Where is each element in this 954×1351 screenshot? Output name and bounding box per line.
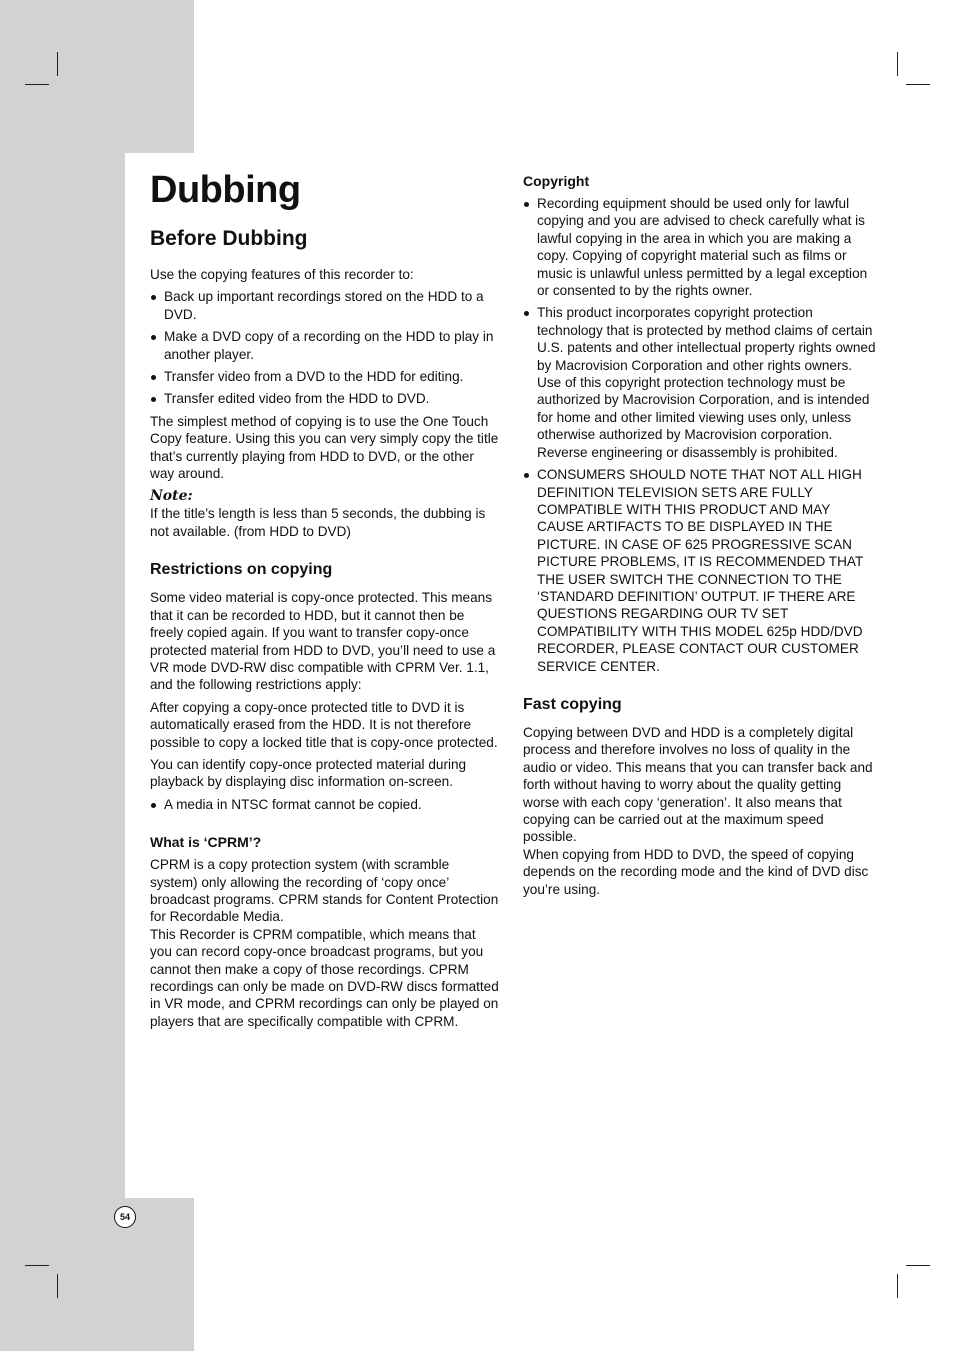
before-dubbing-heading: Before Dubbing xyxy=(150,227,308,250)
crop-mark xyxy=(25,84,49,85)
list-item: Back up important recordings stored on the HDD to a DVD. xyxy=(150,288,500,323)
restrictions-paragraph: Some video material is copy-once protected. This means that it can be recorded to HDD, but it cannot then be freely copied again. If you want to transfer copy-once protected material from HDD to DVD, you’ll need to use a VR mode DVD-RW disc compatible with CPRM Ver. 1.1, and the following restrictions apply: xyxy=(150,590,496,693)
before-dubbing-list xyxy=(150,288,500,407)
copyright-list xyxy=(523,195,879,675)
crop-mark xyxy=(906,84,930,85)
cprm-paragraph: This Recorder is CPRM compatible, which means that you can record copy-once broadcast programs, but you cannot then make a copy of those recordings. CPRM recordings can only be made on DVD-RW discs formatted in VR mode, and CPRM recordings can only be played on players that are specifically compatible with CPRM. xyxy=(150,926,499,1029)
crop-mark xyxy=(25,1265,49,1266)
restrictions-paragraph: You can identify copy-once protected material during playback by displaying disc information on-screen. xyxy=(150,756,467,790)
fast-copying-paragraph: When copying from HDD to DVD, the speed of copying depends on the recording mode and the kind of DVD disc you’re using. xyxy=(523,846,869,897)
note-label: Note: xyxy=(150,488,193,505)
list-item: This product incorporates copyright protection technology that is protected by method claims of certain U.S. patents and other intellectual property rights owned by Macrovision Corporation and other rights owners. Use of this copyright protection technology must be authorized by Macrovision Corporation, and is intended for home and other limited viewing uses only, unless otherwise authorized by Macrovision corporation. Reverse engineering or disassembly is prohibited. xyxy=(523,304,879,461)
cprm-paragraph: CPRM is a copy protection system (with scramble system) only allowing the recording of ‘copy once’ broadcast programs. CPRM stands for Content Protection for Recordable Media. xyxy=(150,857,499,925)
fast-copying-paragraph: Copying between DVD and HDD is a completely digital process and therefore involves no loss of quality in the audio or video. This means that you can transfer back and forth without having to worry about the quality getting worse with each copy ‘generation’. It also means that copying can be carried out at the maximum speed possible. xyxy=(523,724,873,845)
one-touch-copy-paragraph: The simplest method of copying is to use the One Touch Copy feature. Using this you can very simply copy the title that’s currently playing from HDD to DVD, or the other way around. xyxy=(150,413,499,482)
crop-mark xyxy=(57,52,58,76)
page-number: 54 xyxy=(114,1206,136,1228)
cprm-heading: What is ‘CPRM’? xyxy=(150,834,262,851)
copyright-heading: Copyright xyxy=(523,173,590,189)
list-item: Make a DVD copy of a recording on the HDD to play in another player. xyxy=(150,328,500,363)
note-text: If the title’s length is less than 5 seconds, the dubbing is not available. (from HDD to DVD) xyxy=(150,506,486,539)
before-dubbing-intro: Use the copying features of this recorder to: xyxy=(150,267,414,282)
list-item: Transfer video from a DVD to the HDD for editing. xyxy=(150,368,500,385)
page-title: Dubbing xyxy=(150,169,301,211)
crop-mark xyxy=(57,1274,58,1298)
restrictions-heading: Restrictions on copying xyxy=(150,561,333,579)
crop-mark xyxy=(906,1265,930,1266)
list-item: A media in NTSC format cannot be copied. xyxy=(150,796,500,813)
crop-mark xyxy=(897,52,898,76)
list-item: Recording equipment should be used only for lawful copying and you are advised to check carefully what is lawful copying in the area in which you are making a copy. Copying of copyright material such as films or music is unlawful unless permitted by a legal exception or consented to by the rights owner. xyxy=(523,195,879,299)
list-item: CONSUMERS SHOULD NOTE THAT NOT ALL HIGH DEFINITION TELEVISION SETS ARE FULLY COMPATIBLE WITH THIS PRODUCT AND MAY CAUSE ARTIFACTS TO BE DISPLAYED IN THE PICTURE. IN CASE OF 625 PROGRESSIVE SCAN PICTURE PROBLEMS, IT IS RECOMMENDED THAT THE USER SWITCH THE CONNECTION TO THE ‘STANDARD DEFINITION’ OUTPUT. IF THERE ARE QUESTIONS REGARDING OUR TV SET COMPATIBILITY WITH THIS MODEL 625p HDD/DVD RECORDER, PLEASE CONTACT OUR CUSTOMER SERVICE CENTER. xyxy=(523,466,879,675)
crop-mark xyxy=(897,1274,898,1298)
left-column xyxy=(150,168,500,1035)
fast-copying-heading: Fast copying xyxy=(523,695,622,713)
restrictions-list xyxy=(150,796,500,813)
restrictions-paragraph: After copying a copy-once protected title to DVD it is automatically erased from the HDD. It is not therefore possible to copy a locked title that is copy-once protected. xyxy=(150,699,498,750)
list-item: Transfer edited video from the HDD to DVD. xyxy=(150,390,500,407)
right-column xyxy=(523,172,879,903)
